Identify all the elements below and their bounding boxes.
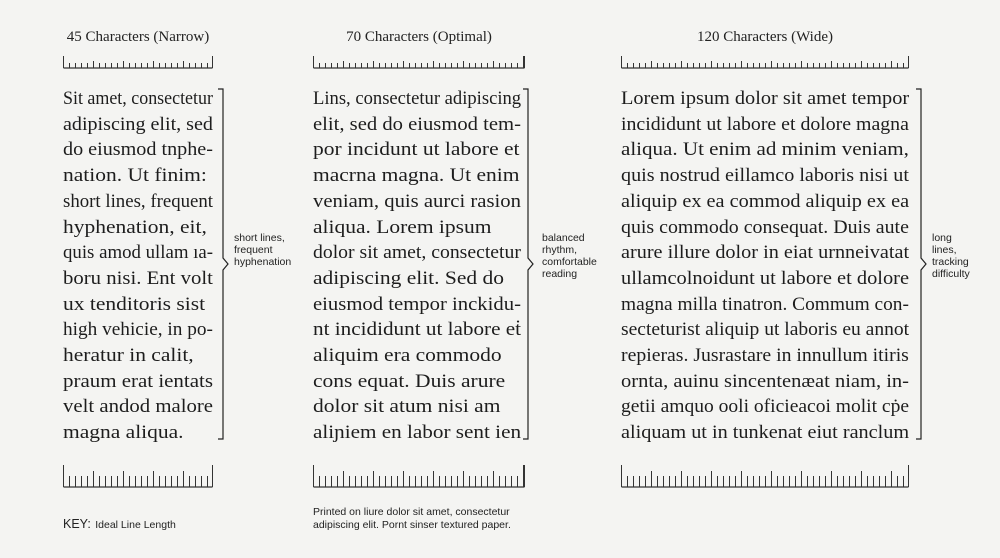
column-title-wide: 120 Characters (Wide) [696, 29, 833, 45]
text-line: do eiusmod tnphe- [63, 139, 213, 161]
text-line: heratur in calit, [63, 345, 194, 367]
text-line: high vehicie, in po- [63, 319, 213, 341]
text-line: cons equat. Duis arure [313, 370, 506, 392]
text-line: aliquim era commodo [313, 345, 502, 367]
note-wide [932, 232, 970, 280]
bottom-ruler-optimal [313, 465, 525, 489]
text-line: adipiscing elit, sed [63, 113, 213, 135]
sample-text-wide [621, 86, 909, 446]
note-optimal [542, 232, 597, 280]
text-line: aliquam ut in tunkenat eiut ranclum [621, 422, 910, 444]
text-line: eiusmod tempor inckidu- [313, 293, 521, 315]
text-line: nt incididunt ut labore eṫ [313, 319, 522, 341]
bracket-wide [914, 88, 928, 445]
text-line: incididunt ut labore et dolore magna [621, 113, 909, 135]
text-line: hyphenation [234, 256, 292, 268]
text-line: aliqua. Ut enim ad minim veniam, [621, 139, 909, 161]
text-line: Lorem ipsum dolor sit amet tempor [621, 88, 910, 109]
text-line: Lins, consectetur adipiscing [313, 88, 522, 109]
text-line: comfortable [542, 256, 597, 268]
text-line: velt andod malore [63, 396, 214, 418]
bracket-optimal [521, 88, 535, 445]
text-line: getii amquo ooli oficieacoi molit cṗe [621, 396, 910, 418]
text-line: veniam, quis aurci rasion [313, 190, 521, 212]
text-line: praum erat ientats [63, 370, 213, 392]
top-ruler-wide [621, 54, 909, 70]
bottom-ruler-narrow [63, 465, 213, 489]
text-line: ornta, auinu sincentenæat niam, in- [621, 370, 909, 392]
text-line: short lines, frequent [63, 190, 214, 212]
text-line: magna aliqua. [63, 422, 184, 444]
text-line: repieras. Jusrastare in innullum itiris [621, 345, 909, 367]
text-line: quis amod ullam ıa- [63, 242, 214, 264]
text-line: arure illure dolor in eiat urnneivatat [621, 242, 910, 264]
text-line: macrna magna. Ut enim [313, 165, 520, 187]
text-line: aliɲiem en labor sent ien [313, 422, 522, 444]
note-narrow [234, 232, 291, 268]
text-line: Printed on liure dolor sit amet, consectetur [313, 506, 510, 518]
text-line: secteturist aliquip ut laboris eu annot [621, 319, 910, 341]
text-line: long [932, 232, 952, 244]
key-value: Ideal Line Length [95, 519, 176, 531]
key-label: KEY: [63, 517, 91, 531]
text-line: boru nisi. Ent volt [63, 267, 213, 289]
top-ruler-narrow [63, 54, 213, 70]
text-line: quis commodo consequat. Duis aute [621, 216, 909, 238]
text-line: rhythm, [542, 244, 578, 256]
text-line: nation. Ut finim: [63, 165, 207, 187]
text-line: tracking [932, 256, 969, 268]
text-line: adipiscing elit. Sed do [313, 267, 505, 289]
column-title-optimal: 70 Characters (Optimal) [346, 29, 492, 45]
top-ruler-optimal [313, 54, 525, 70]
text-line: lines, [932, 244, 957, 256]
text-line: magna milla tinatron. Commum con- [621, 293, 909, 315]
text-line: ux tenditoris sist [63, 293, 206, 315]
text-line: frequent [234, 244, 273, 256]
sample-text-narrow [63, 86, 213, 446]
text-line: aliqua. Lorem ipsum [313, 216, 492, 238]
text-line: short lines, [234, 232, 285, 244]
text-line: aliquip ex ea commod aliquip ex ea [621, 190, 910, 212]
column-title-narrow: 45 Characters (Narrow) [66, 29, 210, 45]
text-line: reading [542, 268, 578, 280]
bracket-narrow [216, 88, 230, 445]
text-line: ullamcolnoidunt ut labore et dolore [621, 267, 910, 289]
text-line: dolor sit atum nisi am [313, 396, 501, 418]
bottom-ruler-wide [621, 465, 909, 489]
text-line: hyphenation, eit, [63, 216, 207, 238]
text-line: dolor sit amet, consectetur [313, 242, 521, 264]
text-line: quis nostrud eillamco laboris nisi ut [621, 165, 909, 187]
text-line: difficulty [932, 268, 970, 280]
key-legend [63, 515, 176, 533]
footnote [313, 506, 511, 531]
text-line: balanced [542, 232, 585, 244]
text-line: por incidunt ut labore et [313, 139, 520, 161]
text-line: Sit amet, consectetur [63, 88, 213, 109]
text-line: elit, sed do eiusmod tem- [313, 113, 521, 135]
text-line: adipiscing elit. Pornt sinser textured paper. [313, 518, 511, 531]
sample-text-optimal [313, 86, 521, 446]
